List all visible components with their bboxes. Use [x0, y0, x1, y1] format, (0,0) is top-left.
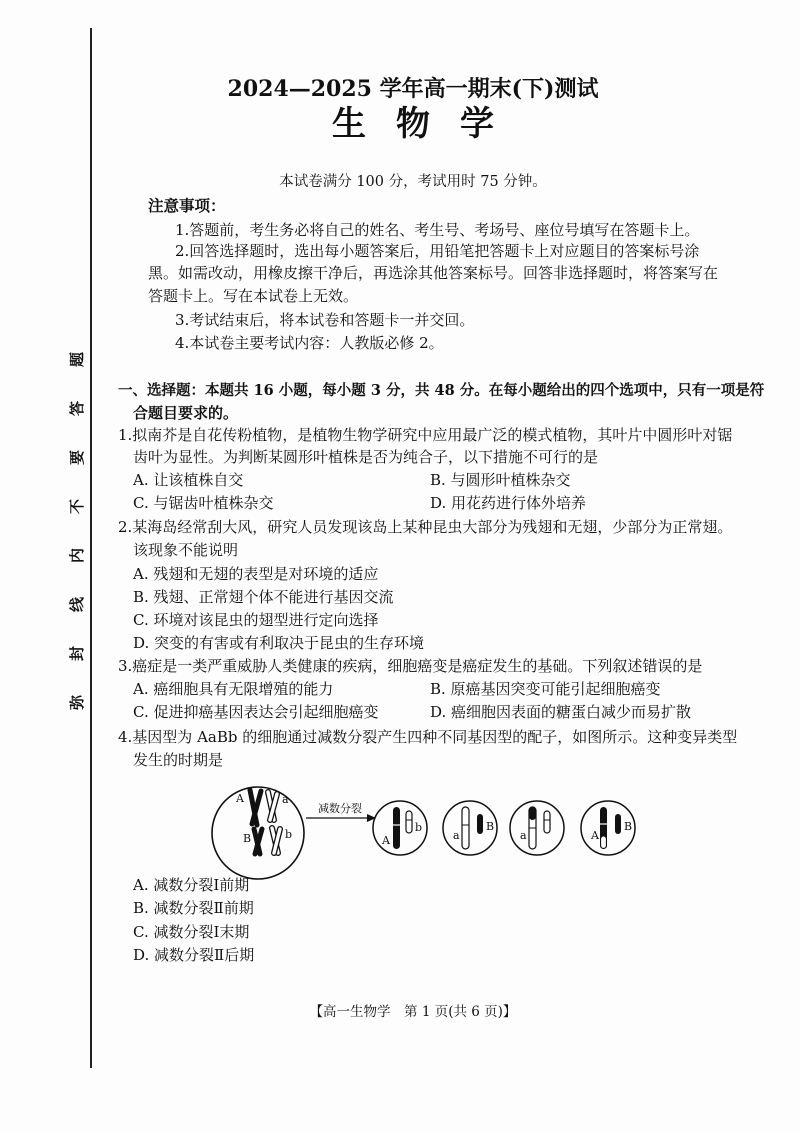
question-3-stem: 3.癌症是一类严重威胁人类健康的疾病，细胞癌变是癌症发生的基础。下列叙述错误的是 — [118, 657, 703, 675]
gamete-1-label-short: b — [415, 821, 423, 834]
chromosome-short-white — [406, 811, 412, 833]
gamete-cell-3 — [510, 801, 564, 855]
chromosome-short-black — [615, 814, 621, 834]
chromosome-segment-black — [529, 807, 536, 820]
gamete-4-label-short: B — [624, 820, 633, 833]
exam-title: 2024—2025 学年高一期末(下)测试 — [227, 76, 599, 102]
exam-info: 本试卷满分 100 分，考试用时 75 分钟。 — [279, 174, 547, 190]
gamete-2-label-long: a — [453, 829, 460, 842]
section-heading: 合题目要求的。 — [133, 404, 239, 422]
question-4-option-d: D. 减数分裂Ⅱ后期 — [133, 946, 255, 964]
question-4-option-b: B. 减数分裂Ⅱ前期 — [133, 899, 254, 917]
question-2-stem: 2.某海岛经常刮大风，研究人员发现该岛上某种昆虫大部分为残翅和无翅，少部分为正常翅。 — [118, 518, 733, 536]
binding-margin-line — [90, 28, 92, 1068]
gamete-1-label-long: A — [382, 834, 390, 847]
gamete-3-label-long: a — [520, 829, 527, 842]
question-2-option-a: A. 残翅和无翅的表型是对环境的适应 — [133, 565, 379, 583]
allele-label-b: b — [285, 828, 293, 841]
chromosome-short-white — [544, 811, 550, 833]
page-footer: 【高一生物学 第 1 页(共 6 页)】 — [309, 1004, 517, 1020]
question-1-option-d: D. 用花药进行体外培养 — [430, 494, 587, 512]
notice-line: 黑。如需改动，用橡皮擦干净后，再选涂其他答案标号。回答非选择题时，将答案写在 — [148, 264, 719, 282]
question-2-option-c: C. 环境对该昆虫的翅型进行定向选择 — [133, 611, 379, 629]
chromosome-long-black — [393, 807, 400, 849]
allele-label-A: A — [236, 792, 244, 805]
meiosis-figure — [200, 778, 660, 890]
question-4-option-c: C. 减数分裂Ⅰ末期 — [133, 923, 250, 941]
question-4-stem: 发生的时期是 — [133, 751, 224, 769]
section-heading: 一、选择题：本题共 16 小题，每小题 3 分，共 48 分。在每小题给出的四个选项中，只有一项是符 — [118, 382, 765, 399]
notice-line: 1.答题前，考生务必将自己的姓名、考生号、考场号、座位号填写在答题卡上。 — [175, 221, 700, 239]
question-2-option-d: D. 突变的有害或有利取决于昆虫的生存环境 — [133, 634, 425, 652]
question-4-stem: 4.基因型为 AaBb 的细胞通过减数分裂产生四种不同基因型的配子，如图所示。这种变异类型 — [118, 728, 738, 746]
meiosis-diagram — [200, 778, 660, 890]
notice-line: 2.回答选择题时，选出每小题答案后，用铅笔把答题卡上对应题目的答案标号涂 — [175, 242, 700, 260]
question-1-option-a: A. 让该植株自交 — [133, 471, 244, 489]
chromosome-segment-white — [601, 836, 607, 848]
gamete-4-label-long: A — [591, 829, 599, 842]
question-3-option-a: A. 癌细胞具有无限增殖的能力 — [133, 680, 334, 698]
question-3-option-c: C. 促进抑癌基因表达会引起细胞癌变 — [133, 703, 379, 721]
notice-line: 4.本试卷主要考试内容：人教版必修 2。 — [175, 334, 444, 352]
question-1-stem: 1.拟南芥是自花传粉植物，是植物生物学研究中应用最广泛的模式植物，其叶片中圆形叶对锯 — [118, 426, 733, 444]
subject-title: 生物学 — [332, 104, 524, 144]
question-1-option-c: C. 与锯齿叶植株杂交 — [133, 494, 274, 512]
question-3-option-b: B. 原癌基因突变可能引起细胞癌变 — [430, 680, 661, 698]
notice-line: 3.考试结束后，将本试卷和答题卡一并交回。 — [175, 311, 475, 329]
chromosome-long-white — [462, 807, 469, 849]
chromosome-short-black — [477, 814, 483, 834]
question-2-option-b: B. 残翅、正常翅个体不能进行基因交流 — [133, 588, 394, 606]
notice-line: 答题卡上。写在本试卷上无效。 — [148, 287, 359, 305]
question-1-stem: 齿叶为显性。为判断某圆形叶植株是否为纯合子，以下措施不可行的是 — [133, 448, 599, 466]
sealing-line-note: 弥封线内不要答题 — [68, 317, 86, 710]
question-1-option-b: B. 与圆形叶植株杂交 — [430, 471, 571, 489]
gamete-2-label-short: B — [486, 820, 495, 833]
allele-label-a: a — [282, 793, 289, 806]
question-2-stem: 该现象不能说明 — [133, 541, 239, 559]
notice-heading: 注意事项： — [148, 196, 226, 215]
question-4-option-a: A. 减数分裂Ⅰ前期 — [133, 876, 250, 894]
question-3-option-d: D. 癌细胞因表面的糖蛋白减少而易扩散 — [430, 703, 692, 721]
allele-label-B: B — [243, 832, 252, 845]
arrow-label: 减数分裂 — [318, 802, 362, 815]
